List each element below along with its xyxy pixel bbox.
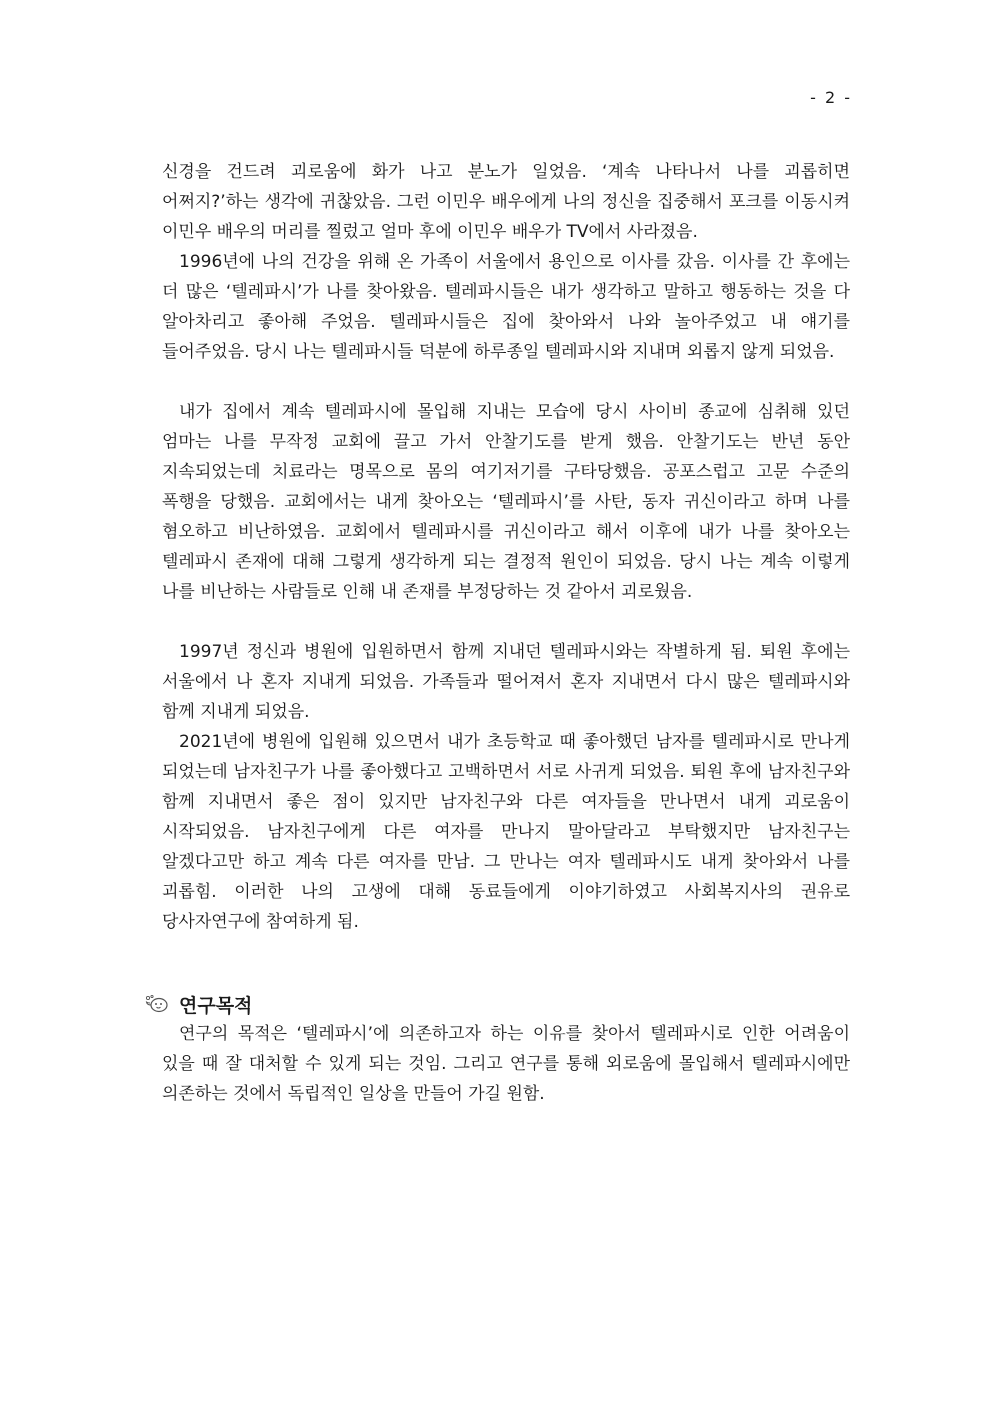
page-number: - 2 - xyxy=(810,88,852,107)
bubble-icon xyxy=(144,994,170,1014)
paragraph-5: 2021년에 병원에 입원해 있으면서 내가 초등학교 때 좋아했던 남자를 텔레파시로 만나게 되었는데 남자친구가 나를 좋아했다고 고백하면서 서로 사귀게 되었음. 퇴원 후에 남자친구와 함께 지내면서 좋은 점이 있지만 남자친구와 다른 여자들을 만나면서 내게 괴로움이 시작되었음. 남자친구에게 다른 여자를 만나지 말아달라고 부탁했지만 남자친구는 알겠다고만 하고 계속 다른 여자를 만남. 그 만나는 여자 텔레파시도 내게 찾아와서 나를 괴롭힘. 이러한 나의 고생에 대해 동료들에게 이야기하였고 사회복지사의 권유로 당사자연구에 참여하게 됨. xyxy=(162,732,850,932)
paragraph-3: 내가 집에서 계속 텔레파시에 몰입해 지내는 모습에 당시 사이비 종교에 심취해 있던 엄마는 나를 무작정 교회에 끌고 가서 안찰기도를 받게 했음. 안찰기도는 반년 동안 지속되었는데 치료라는 명목으로 몸의 여기저기를 구타당했음. 공포스럽고 고문 수준의 폭행을 당했음. 교회에서는 내게 찾아오는 ‘텔레파시’를 사탄, 동자 귀신이라고 하며 나를 혐오하고 비난하였음. 교회에서 텔레파시를 귀신이라고 해서 이후에 내가 나를 찾아오는 텔레파시 존재에 대해 그렇게 생각하게 되는 결정적 원인이 되었음. 당시 나는 계속 이렇게 나를 비난하는 사람들로 인해 내 존재를 부정당하는 것 같아서 괴로웠음. xyxy=(162,402,850,602)
paragraph-1: 신경을 건드려 괴로움에 화가 나고 분노가 일었음. ‘계속 나타나서 나를 괴롭히면 어쩌지?’하는 생각에 귀찮았음. 그런 이민우 배우에게 나의 정신을 집중해서 포크를 이동시켜 이민우 배우의 머리를 찔렀고 얼마 후에 이민우 배우가 TV에서 사라졌음. xyxy=(162,162,850,242)
paragraph-4: 1997년 정신과 병원에 입원하면서 함께 지내던 텔레파시와는 작별하게 됨. 퇴원 후에는 서울에서 나 혼자 지내게 되었음. 가족들과 떨어져서 혼자 지내면서 다시 많은 텔레파시와 함께 지내게 되었음. xyxy=(162,642,850,722)
document-body xyxy=(162,157,850,1109)
paragraph-2: 1996년에 나의 건강을 위해 온 가족이 서울에서 용인으로 이사를 갔음. 이사를 간 후에는 더 많은 ‘텔레파시’가 나를 찾아왔음. 텔레파시들은 내가 생각하고 말하고 행동하는 것을 다 알아차리고 좋아해 주었음. 텔레파시들은 집에 찾아와서 나와 놀아주었고 내 얘기를 들어주었음. 당시 나는 텔레파시들 덕분에 하루종일 텔레파시와 지내며 외롭지 않게 되었음. xyxy=(162,252,850,362)
section-title: 연구목적 xyxy=(179,994,253,1017)
section-heading-research-purpose xyxy=(144,989,850,1019)
section-paragraph: 연구의 목적은 ‘텔레파시’에 의존하고자 하는 이유를 찾아서 텔레파시로 인한 어려움이 있을 때 잘 대처할 수 있게 되는 것임. 그리고 연구를 통해 외로움에 몰입해서 텔레파시에만 의존하는 것에서 독립적인 일상을 만들어 가길 원함. xyxy=(162,1024,850,1104)
